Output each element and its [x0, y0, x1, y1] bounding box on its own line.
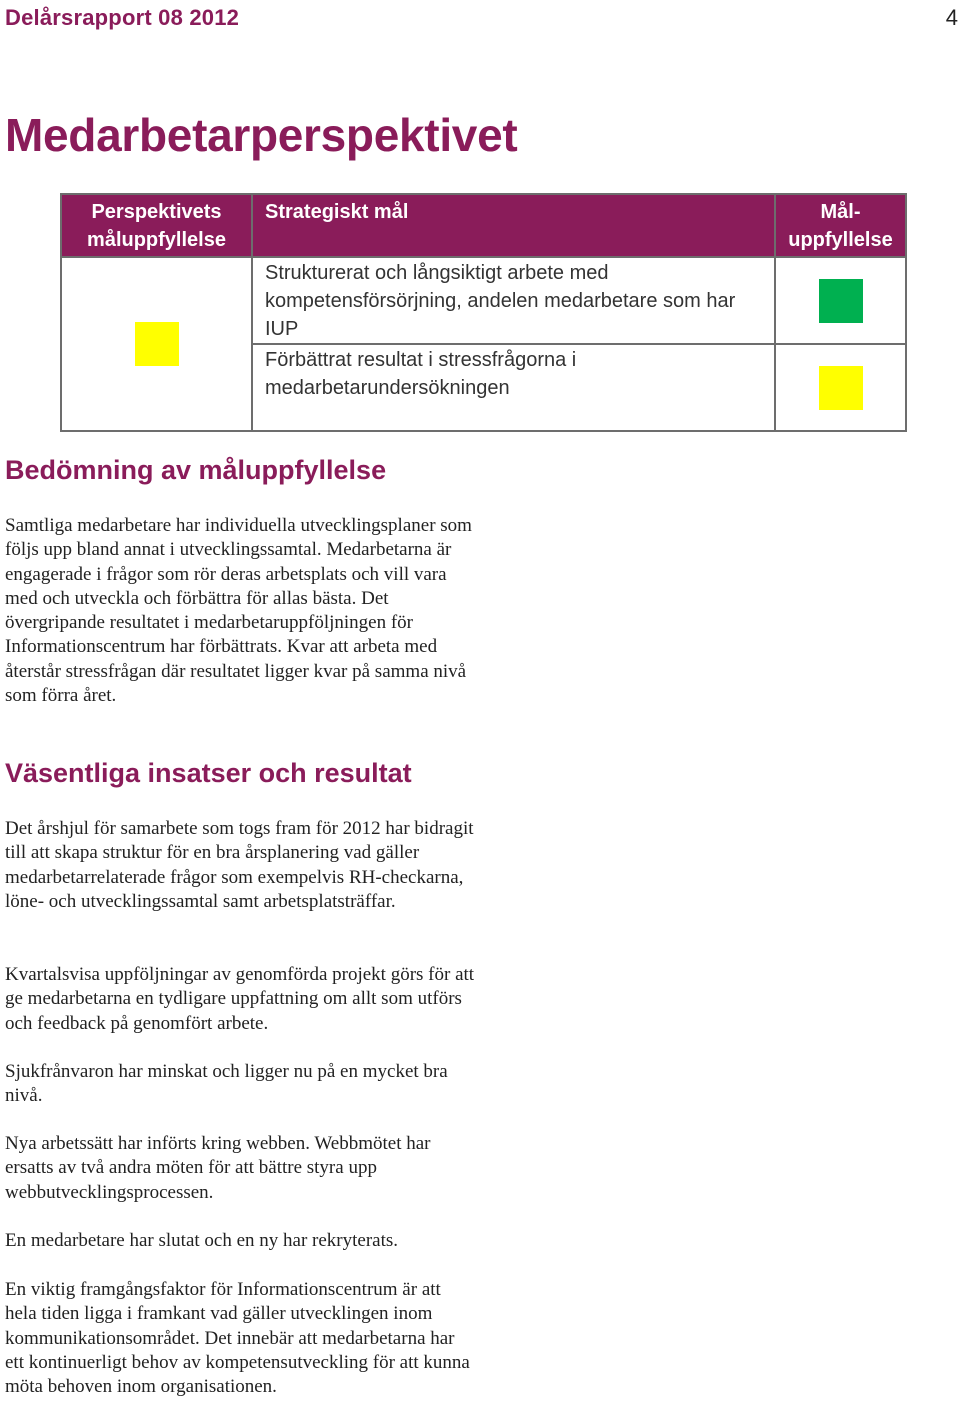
page-title: Medarbetarperspektivet [5, 109, 518, 161]
initiatives-paragraph: En viktig framgångsfaktor för Informationscentrum är att hela tiden ligga i framkant vad gäller utvecklingen inom kommunikationsområdet. Det innebär att medarbetarna har ett kontinuerligt behov av kompetensutveckling för att kunna möta behoven inom organisationen. [5, 1279, 470, 1398]
goal-text: Förbättrat resultat i stressfrågorna i medarbetarundersökningen [265, 349, 577, 399]
goal-text-cell [252, 257, 775, 344]
goal-status-cell [775, 344, 906, 431]
page-number: 4 [945, 5, 958, 30]
table-row [61, 257, 906, 344]
header-strategic-label: Strategiskt mål [265, 201, 409, 223]
initiatives-heading: Väsentliga insatser och resultat [5, 758, 412, 788]
goal-text-cell [252, 344, 775, 431]
header-goal-fulfillment [775, 194, 906, 257]
header-perspective-label: Perspektivets måluppfyllelse [87, 200, 226, 251]
goal-status-yellow-square [819, 366, 863, 410]
assessment-heading: Bedömning av måluppfyllelse [5, 455, 387, 485]
perspective-status-yellow-square [135, 322, 179, 366]
goal-status-green-square [819, 279, 863, 323]
initiatives-paragraph: Nya arbetssätt har införts kring webben. Webbmötet har ersatts av två andra möten för att bättre styra upp webbutvecklingsprocessen. [5, 1133, 431, 1203]
perspective-status-cell [61, 257, 252, 431]
report-header-title: Delårsrapport 08 2012 [5, 5, 240, 30]
goal-text: Strukturerat och långsiktigt arbete med kompetensförsörjning, andelen medarbetare som har IUP [265, 262, 736, 340]
header-strategic-goal [252, 194, 775, 257]
initiatives-paragraph: Det årshjul för samarbete som togs fram för 2012 har bidragit till att skapa struktur för en bra årsplanering vad gäller medarbetarrelaterade frågor som exempelvis RH-checkarna, löne- och utvecklingssamtal samt arbetsplatsträffar. [5, 818, 474, 912]
initiatives-paragraph: Kvartalsvisa uppföljningar av genomförda projekt görs för att ge medarbetarna en tydligare uppfattning om allt som utförs och feedback på genomfört arbete. [5, 964, 475, 1034]
header-goal-label: Mål-uppfyllelse [788, 200, 893, 251]
assessment-text: Samtliga medarbetare har individuella utvecklingsplaner som följs upp bland annat i utvecklingssamtal. Medarbetarna är engagerade i frågor som rör deras arbetsplats och vill vara med och utveckla och förbättra för allas bästa. Det övergripande resultatet i medarbetaruppföljningen för Informationscentrum har förbättrats. Kvar att arbeta med återstår stressfrågan där resultatet ligger kvar på samma nivå som förra året. [5, 515, 472, 707]
initiatives-paragraph: En medarbetare har slutat och en ny har rekryterats. [5, 1230, 399, 1251]
goal-table-header-row [61, 194, 906, 257]
goal-status-cell [775, 257, 906, 344]
goal-table [60, 193, 907, 432]
header-perspective-fulfillment [61, 194, 252, 257]
initiatives-paragraph: Sjukfrånvaron har minskat och ligger nu på en mycket bra nivå. [5, 1061, 448, 1107]
